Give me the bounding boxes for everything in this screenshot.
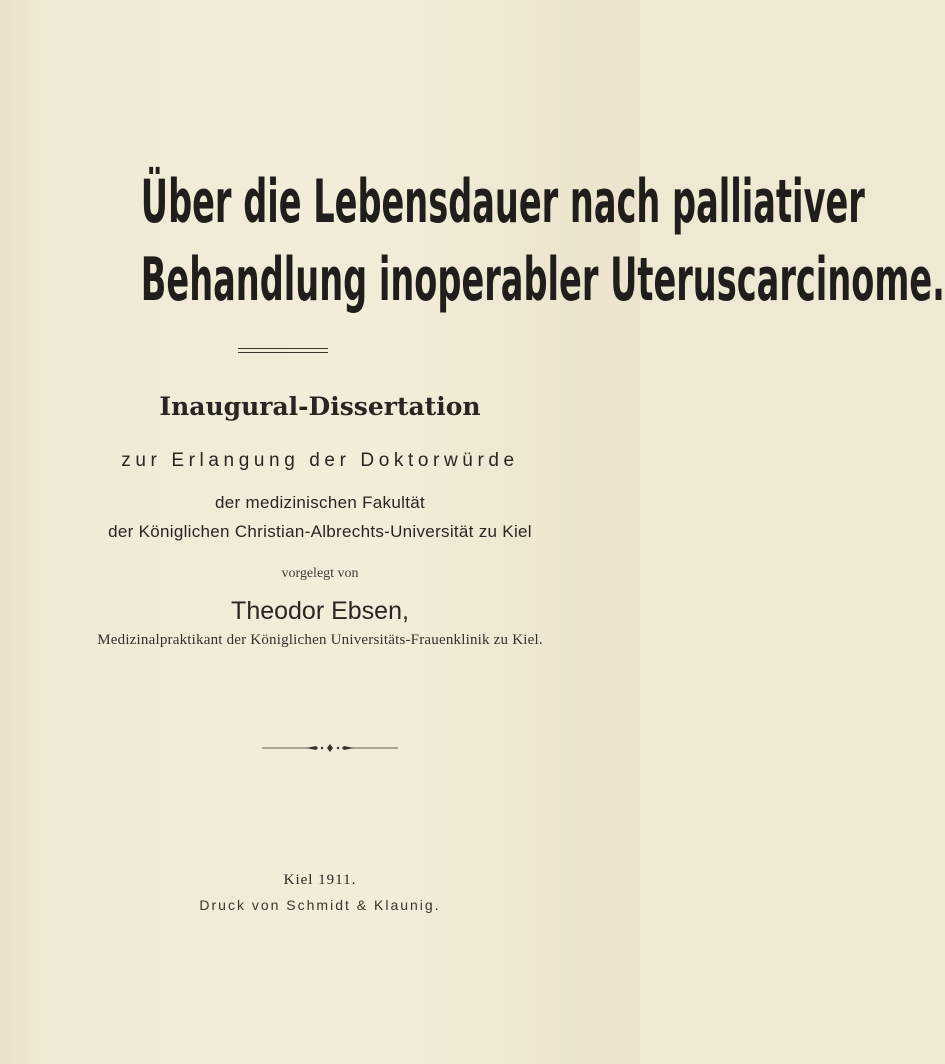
presented-by: vorgelegt von	[281, 566, 359, 581]
title-line-1: Über die Lebensdauer nach palliativer	[140, 167, 865, 237]
ornament-divider-icon	[260, 742, 400, 754]
double-rule-bottom	[238, 352, 328, 353]
faculty-line: der medizinischen Fakultät	[214, 493, 425, 512]
double-rule-top	[238, 348, 328, 349]
title-line-2: Behandlung inoperabler Uteruscarcinome.	[140, 245, 945, 315]
printer-line: Druck von Schmidt & Klaunig.	[199, 897, 441, 913]
document-type: Inaugural-Dissertation	[159, 392, 481, 421]
author-name: Theodor Ebsen,	[231, 597, 409, 625]
author-position: Medizinalpraktikant der Königlichen Universitäts-Frauenklinik zu Kiel.	[97, 632, 543, 648]
university-line: der Königlichen Christian-Albrechts-Universität zu Kiel	[108, 522, 532, 541]
place-year: Kiel 1911.	[283, 872, 357, 888]
purpose-line: zur Erlangung der Doktorwürde	[121, 450, 519, 471]
